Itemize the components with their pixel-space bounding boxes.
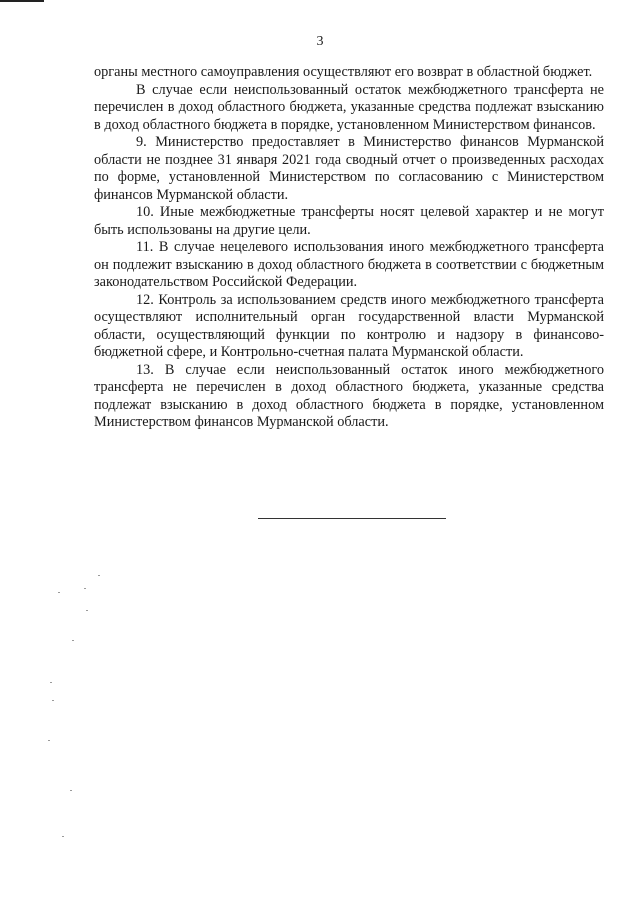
paragraph: 12. Контроль за использованием средств иного межбюджетного трансферта осуществляют исполнительный орган государственной власти Мурманской области, осуществляющий функции по контролю и надзору в финансово-бюджетной сфере, и Контрольно-счетная палата Мурманской области. — [94, 291, 604, 360]
scan-speck — [98, 575, 100, 576]
scan-speck — [50, 682, 52, 683]
scan-speck — [84, 588, 86, 589]
scan-speck — [86, 610, 88, 611]
scan-corner-mark — [0, 0, 44, 2]
paragraph: 9. Министерство предоставляет в Министерство финансов Мурманской области не позднее 31 января 2021 года сводный отчет о произведенных расходах по форме, установленной Министерством по согласованию с Министерством финансов Мурманской области. — [94, 134, 604, 203]
scan-speck — [58, 592, 60, 593]
paragraph: органы местного самоуправления осуществляют его возврат в областной бюджет. — [94, 64, 593, 80]
paragraph: В случае если неиспользованный остаток межбюджетного трансферта не перечислен в доход областного бюджета, указанные средства подлежат взысканию в доход областного бюджета в порядке, установленном Министерством финансов. — [94, 81, 604, 133]
scan-speck — [70, 790, 72, 791]
scan-speck — [72, 640, 74, 641]
end-of-document-rule — [258, 518, 446, 519]
document-body — [94, 64, 604, 432]
paragraph: 13. В случае если неиспользованный остаток иного межбюджетного трансферта не перечислен в доход областного бюджета, указанные средства подлежат взысканию в доход областного бюджета в порядке, установленном Министерством финансов Мурманской области. — [94, 361, 604, 430]
page-number: 3 — [316, 34, 324, 49]
scan-speck — [62, 836, 64, 837]
paragraph: 10. Иные межбюджетные трансферты носят целевой характер и не могут быть использованы на другие цели. — [94, 204, 604, 238]
scan-speck — [48, 740, 50, 741]
paragraph: 11. В случае нецелевого использования иного межбюджетного трансферта он подлежит взысканию в доход областного бюджета в соответствии с бюджетным законодательством Российской Федерации. — [94, 239, 604, 290]
scan-speck — [52, 700, 54, 701]
